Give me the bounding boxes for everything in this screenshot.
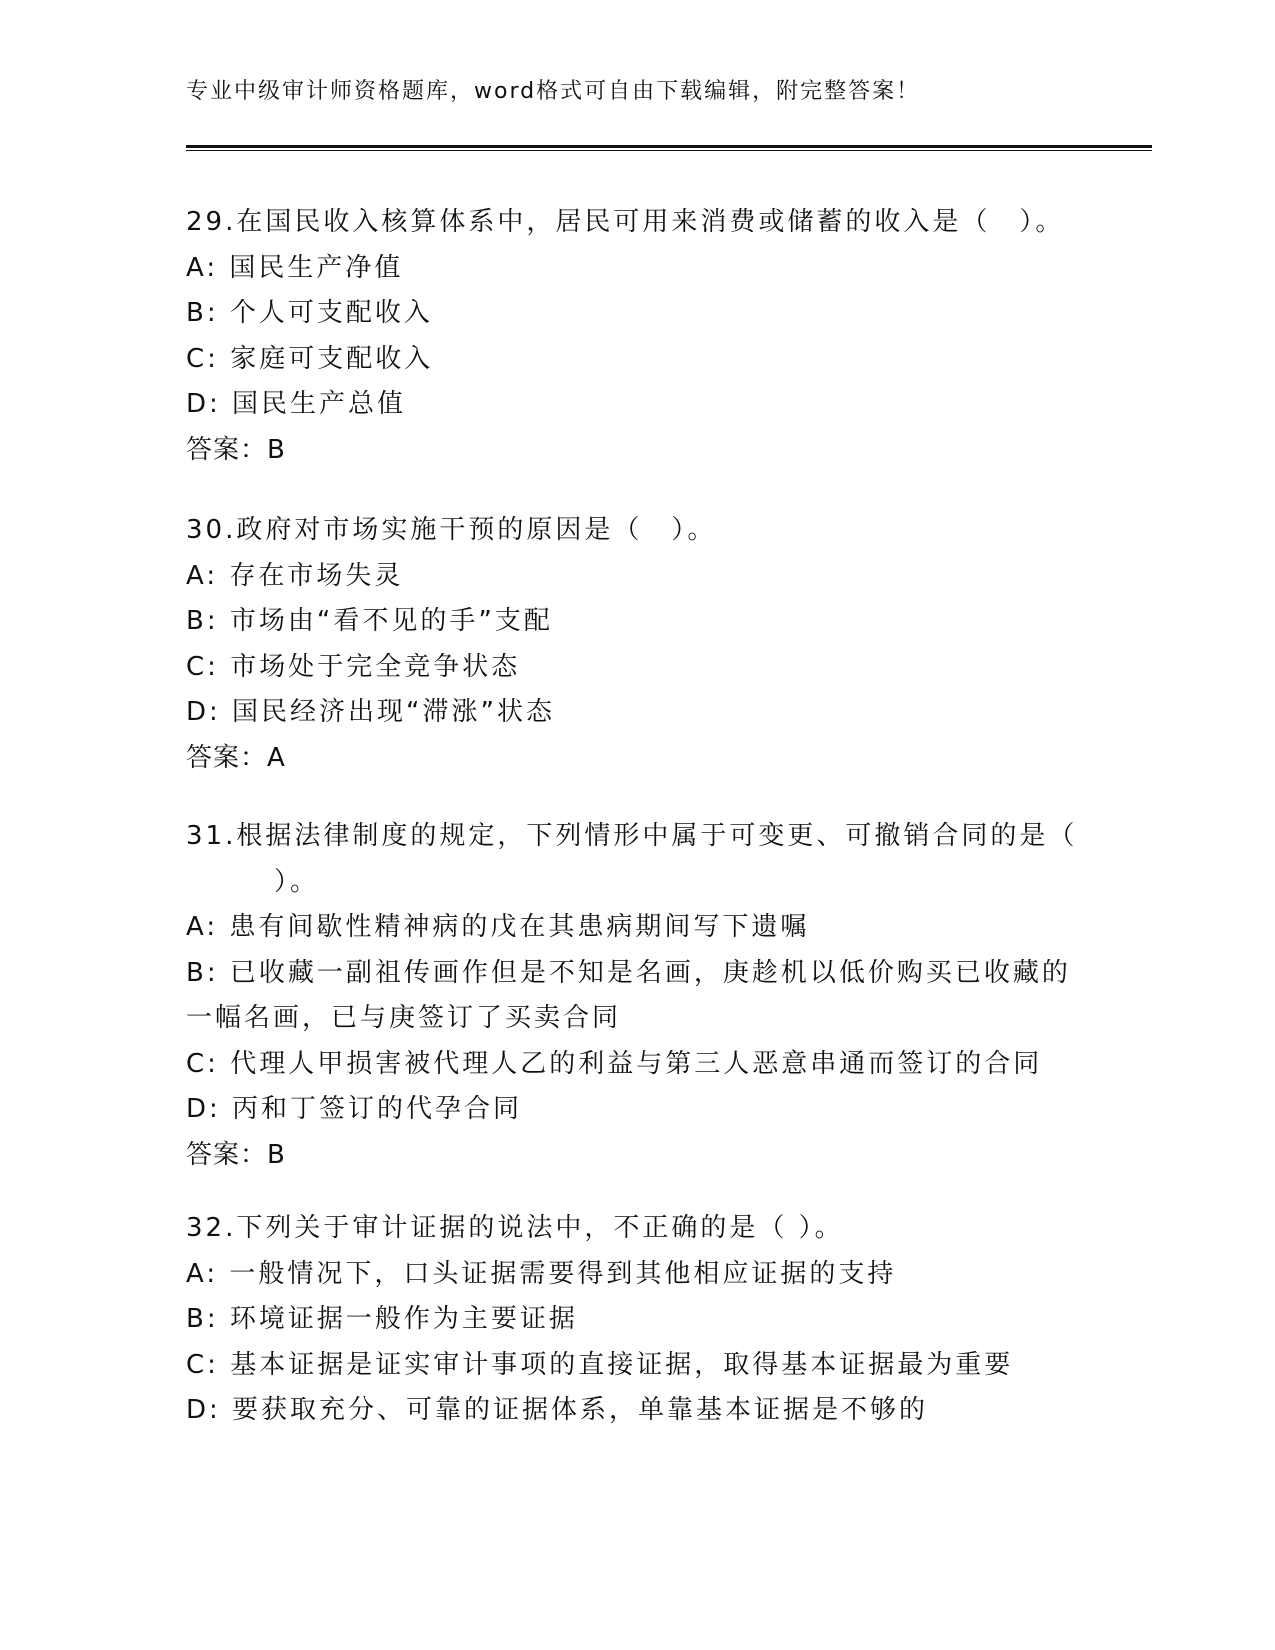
answer-line: 答案：B [186,1139,286,1170]
option-letter: C: [186,1349,219,1380]
header-divider-thick [186,145,1152,148]
option-text: 市场由“看不见的手”支配 [229,606,553,636]
option-c [186,1042,1086,1088]
header-note: 专业中级审计师资格题库，word格式可自由下载编辑，附完整答案！ [186,79,921,104]
option-text: 代理人甲损害被代理人乙的利益与第三人恶意串通而签订的合同 [230,1048,1043,1079]
option-letter: C: [186,343,219,374]
option-text: 国民生产总值 [232,389,407,419]
option-letter: B: [186,957,219,988]
question-32 [186,1206,1086,1434]
question-stem: 32.下列关于审计证据的说法中，不正确的是（ ）。 [186,1213,844,1243]
option-text: 已收藏一副祖传画作但是不知是名画，庚趁机以低价购买已收藏的 [229,957,1071,988]
option-text: 国民生产净值 [229,252,404,283]
option-letter: B: [186,298,219,328]
question-stem: 30.政府对市场实施干预的原因是（ ）。 [186,515,717,545]
option-text: 要获取充分、可靠的证据体系，单靠基本证据是不够的 [232,1395,929,1425]
option-a [186,1252,1086,1298]
option-d [186,1388,1086,1434]
option-letter: C: [186,1048,219,1079]
option-d [186,690,1086,736]
answer-line: 答案：B [186,434,286,465]
option-letter: D: [186,1094,221,1124]
question-31 [186,814,1086,1178]
header-divider-thin [186,150,1152,151]
option-letter: A: [186,912,219,942]
option-letter: B: [186,606,219,636]
option-text: 家庭可支配收入 [230,343,434,374]
option-text: 环境证据一般作为主要证据 [229,1304,578,1334]
option-b [186,291,1086,337]
option-c [186,1343,1086,1389]
option-b [186,1297,1086,1343]
answer-line: 答案：A [186,742,286,773]
option-c [186,645,1086,691]
option-text: 国民经济出现“滞涨”状态 [232,697,555,727]
question-stem: 29.在国民收入核算体系中，居民可用来消费或储蓄的收入是（ ）。 [186,207,1065,237]
option-letter: D: [186,389,221,419]
option-letter: A: [186,560,219,591]
option-d [186,1087,1086,1133]
option-letter: A: [186,252,219,283]
option-a [186,905,1086,951]
option-text: 基本证据是证实审计事项的直接证据，取得基本证据最为重要 [230,1349,1014,1380]
option-b-continued [186,996,1086,1042]
option-text: 个人可支配收入 [229,298,433,328]
option-b [186,599,1086,645]
question-30 [186,508,1086,781]
option-text: 市场处于完全竞争状态 [230,651,521,682]
option-letter: C: [186,651,219,682]
option-b [186,951,1086,997]
option-letter: A: [186,1258,219,1289]
question-stem-line-2: ）。 [274,866,320,897]
option-letter: D: [186,1395,221,1425]
option-text: 一幅名画，已与庚签订了买卖合同 [186,1003,622,1033]
option-text: 存在市场失灵 [229,560,404,591]
option-text: 患有间歇性精神病的戊在其患病期间写下遗嘱 [229,912,810,942]
question-29 [186,200,1086,473]
option-c [186,337,1086,383]
option-text: 一般情况下，口头证据需要得到其他相应证据的支持 [229,1258,897,1289]
option-a [186,554,1086,600]
question-stem-line-1: 31.根据法律制度的规定，下列情形中属于可变更、可撤销合同的是（ [186,821,1078,851]
option-letter: D: [186,697,221,727]
option-text: 丙和丁签订的代孕合同 [232,1094,523,1124]
option-letter: B: [186,1304,219,1334]
option-a [186,246,1086,292]
option-d [186,382,1086,428]
header-divider [186,145,1152,152]
